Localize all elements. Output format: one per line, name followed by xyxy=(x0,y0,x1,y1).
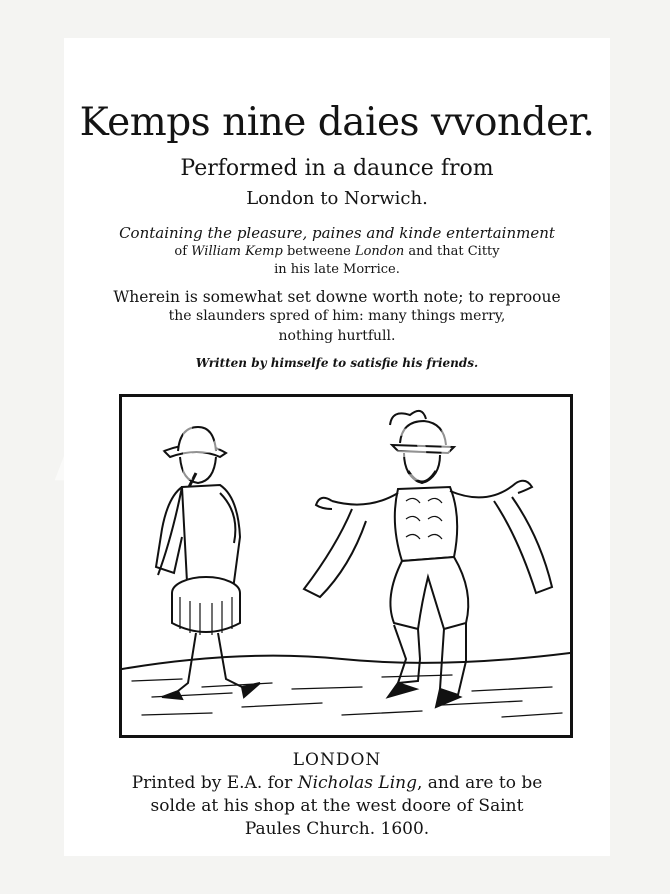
imprint-line-3: Paules Church. 1600. xyxy=(244,819,430,839)
containing-city: London xyxy=(354,244,405,259)
imprint-printed xyxy=(64,773,610,793)
ground-hatching xyxy=(132,675,562,717)
imprint-place: LONDON xyxy=(292,750,382,770)
written-by: Written by himselfe to satisfie his friends. xyxy=(195,356,479,370)
woodcut-illustration xyxy=(119,394,573,738)
subtitle-line-1: Performed in a daunce from xyxy=(180,156,494,181)
title-page xyxy=(64,38,610,856)
containing-line-3: in his late Morrice. xyxy=(274,262,400,277)
imprint-line-2: solde at his shop at the west doore of Saint xyxy=(150,796,524,816)
watermark: AllPosters xyxy=(54,395,523,502)
containing-suffix: and that Citty xyxy=(404,244,500,259)
containing-mid: betweene xyxy=(282,244,355,259)
wherein-line-3: nothing hurtfull. xyxy=(278,328,396,344)
woodcut-drawing xyxy=(122,397,570,735)
imprint-printed-suffix: , and are to be xyxy=(416,773,543,793)
containing-line-2 xyxy=(64,244,610,259)
imprint-printed-prefix: Printed by E.A. for xyxy=(131,773,298,793)
ground-line xyxy=(122,653,570,669)
wherein-line-2: the slaunders spred of him: many things merry, xyxy=(168,308,506,324)
book-title: Kemps nine daies vvonder. xyxy=(79,100,595,145)
containing-name: William Kemp xyxy=(191,244,283,259)
wherein-line-1: Wherein is somewhat set downe worth note; to reprooue xyxy=(113,288,561,306)
imprint-printer-name: Nicholas Ling xyxy=(297,773,417,793)
subtitle-line-2: London to Norwich. xyxy=(246,188,428,209)
containing-line-1: Containing the pleasure, paines and kinde entertainment xyxy=(119,224,555,242)
containing-prefix: of xyxy=(174,244,192,259)
